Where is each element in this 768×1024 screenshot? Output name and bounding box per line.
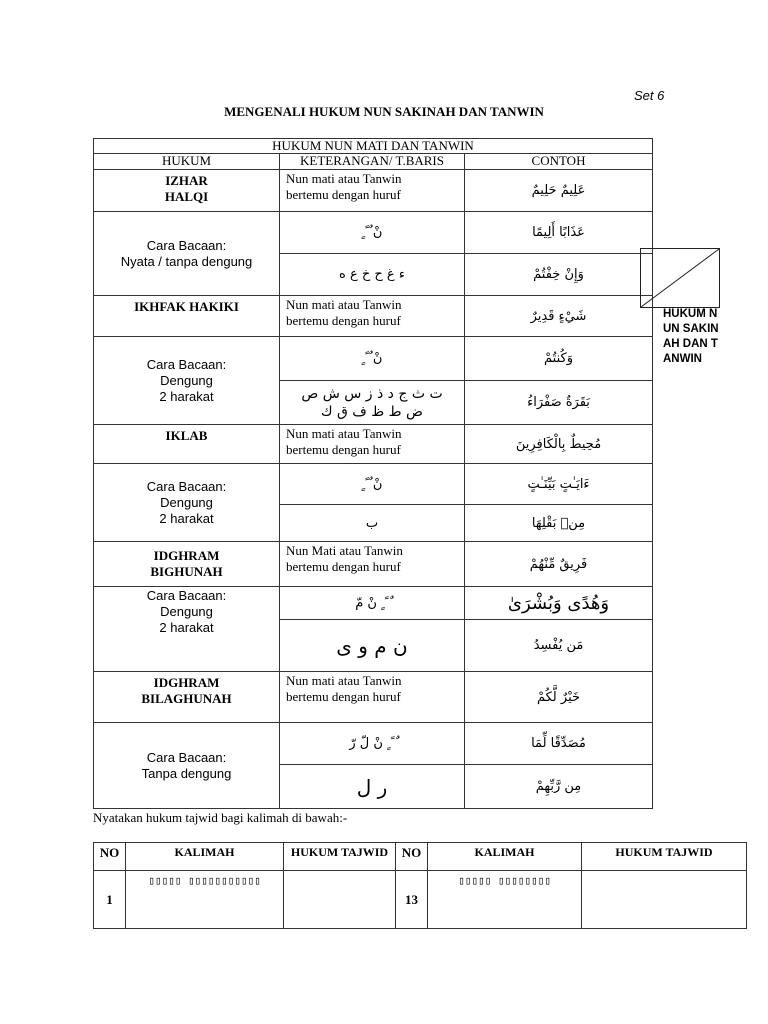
hukum-answer-cell[interactable] <box>582 871 747 929</box>
contoh-arabic: شَيْءٍ قَدِيرٌ <box>465 296 653 337</box>
huruf-letters: ء غ ح خ ع ه <box>280 254 465 296</box>
keterangan-text: bertemu dengan huruf <box>286 313 401 328</box>
table-row <box>94 212 653 254</box>
keterangan-text: Nun mati atau Tanwin <box>286 673 402 688</box>
header-contoh: CONTOH <box>465 154 653 170</box>
contoh-arabic: مَن يُفْسِدُ <box>465 620 653 672</box>
hukum-name: IZHAR <box>165 173 208 188</box>
tanwin-marks: نْ ٌ ً ٍ <box>280 464 465 505</box>
table-row <box>94 425 653 464</box>
header-keterangan: KETERANGAN/ T.BARIS <box>280 154 465 170</box>
cara-bacaan-label: Cara Bacaan: <box>146 478 227 494</box>
cara-bacaan-label: Cara Bacaan: <box>146 237 227 253</box>
contoh-arabic: بَقَرَةٌ صَفْرَاءُ <box>465 381 653 425</box>
contoh-arabic: عَلِيمٌ حَلِيمٌ <box>465 170 653 212</box>
question-number: 1 <box>94 871 126 929</box>
side-label: HUKUM NUN SAKINAH DAN TANWIN <box>663 308 719 365</box>
cara-bacaan-value: Dengung <box>160 494 213 510</box>
question-number: 13 <box>396 871 428 929</box>
cara-bacaan-value: Nyata / tanpa dengung <box>120 253 253 269</box>
table-row <box>94 296 653 337</box>
table-row <box>94 337 653 381</box>
cara-bacaan-label: Cara Bacaan: <box>146 356 227 372</box>
contoh-arabic: مِن رَّبِّهِمْ <box>465 765 653 809</box>
set-label: Set 6 <box>634 88 665 103</box>
hukum-name: BILAGHUNAH <box>141 691 232 706</box>
keterangan-text: Nun Mati atau Tanwin <box>286 543 403 558</box>
page-title: MENGENALI HUKUM NUN SAKINAH DAN TANWIN <box>224 104 544 119</box>
hukum-answer-cell[interactable] <box>284 871 396 929</box>
tanwin-marks: ٌ ً ٍ نْ لّ رّ <box>280 723 465 765</box>
table-row <box>94 464 653 505</box>
tanwin-marks: نْ ٌ ً ٍ <box>280 212 465 254</box>
table-row <box>94 587 653 620</box>
contoh-arabic: خَيْرٌ لَّكُمْ <box>465 672 653 723</box>
cara-bacaan-value: 2 harakat <box>159 620 214 635</box>
huruf-letters: ر ل <box>280 765 465 809</box>
header-no: NO <box>396 843 428 871</box>
table-row <box>94 542 653 587</box>
contoh-arabic: مُحِيطٌ بِالْكَافِرِينَ <box>465 425 653 464</box>
contoh-arabic: ءَايَـٰتٍ بَيِّنَـٰتٍ <box>465 464 653 505</box>
header-kalimah: KALIMAH <box>428 843 582 871</box>
huruf-letters: ت ث ج د ذ ز س ش ص <box>301 385 443 402</box>
cara-bacaan-label: Cara Bacaan: <box>146 749 227 765</box>
hukum-name: HALQI <box>164 189 209 204</box>
header-hukum-tajwid: HUKUM TAJWID <box>284 843 396 871</box>
contoh-arabic: وَكُنتُمْ <box>465 337 653 381</box>
side-diagonal-box <box>640 248 720 308</box>
tanwin-marks: ٌ ً ٍ نْ مّ <box>280 587 465 620</box>
keterangan-text: bertemu dengan huruf <box>286 442 401 457</box>
table-row <box>94 672 653 723</box>
hukum-name: IDGHRAM <box>153 548 220 563</box>
cara-bacaan-value: 2 harakat <box>159 388 214 404</box>
keterangan-text: bertemu dengan huruf <box>286 187 401 202</box>
header-hukum-tajwid: HUKUM TAJWID <box>582 843 747 871</box>
keterangan-text: Nun mati atau Tanwin <box>286 297 402 312</box>
header-kalimah: KALIMAH <box>126 843 284 871</box>
cara-bacaan-label: Cara Bacaan: <box>146 588 227 603</box>
contoh-arabic: مِنۢ بَقْلِهَا <box>465 505 653 542</box>
table-row <box>94 723 653 765</box>
contoh-arabic: مُصَدِّقًا لِّمَا <box>465 723 653 765</box>
hukum-name: IKHFAK HAKIKI <box>94 296 280 337</box>
hukum-table <box>93 138 653 809</box>
tanwin-marks: نْ ٌ ً ٍ <box>280 337 465 381</box>
contoh-arabic: عَذَابًا أَلِيمًا <box>465 212 653 254</box>
contoh-arabic: فَرِيقٌ مِّنْهُمْ <box>465 542 653 587</box>
contoh-arabic: وَهُدًى وَبُشْرَىٰ <box>465 587 653 620</box>
kalimah-text: ▯▯▯▯▯ ▯▯▯▯▯▯▯▯ <box>458 874 551 887</box>
table-caption: HUKUM NUN MATI DAN TANWIN <box>94 139 653 154</box>
diagonal-line-graphic <box>641 249 719 307</box>
instruction-text: Nyatakan hukum tajwid bagi kalimah di bawah:- <box>93 810 348 825</box>
keterangan-text: bertemu dengan huruf <box>286 689 401 704</box>
cara-bacaan-value: 2 harakat <box>159 510 214 526</box>
kalimah-text: ▯▯▯▯▯ ▯▯▯▯▯▯▯▯▯▯▯ <box>148 874 261 887</box>
question-table <box>93 842 747 929</box>
contoh-arabic: وَإِنْ خِفْتُمْ <box>465 254 653 296</box>
keterangan-text: Nun mati atau Tanwin <box>286 171 402 186</box>
huruf-letters: ض ط ظ ف ق ك <box>321 403 423 420</box>
hukum-name: BIGHUNAH <box>150 564 223 579</box>
header-hukum: HUKUM <box>94 154 280 170</box>
keterangan-text: Nun mati atau Tanwin <box>286 426 402 441</box>
cara-bacaan-value: Tanpa dengung <box>141 765 232 781</box>
cara-bacaan-value: Dengung <box>160 372 213 388</box>
huruf-letters: ن م و ى <box>280 620 465 672</box>
huruf-letters: ب <box>280 505 465 542</box>
hukum-name: IKLAB <box>94 425 280 464</box>
table-row <box>94 871 747 929</box>
cara-bacaan-value: Dengung <box>160 604 213 619</box>
hukum-name: IDGHRAM <box>153 675 220 690</box>
table-row <box>94 170 653 212</box>
header-no: NO <box>94 843 126 871</box>
keterangan-text: bertemu dengan huruf <box>286 559 401 574</box>
